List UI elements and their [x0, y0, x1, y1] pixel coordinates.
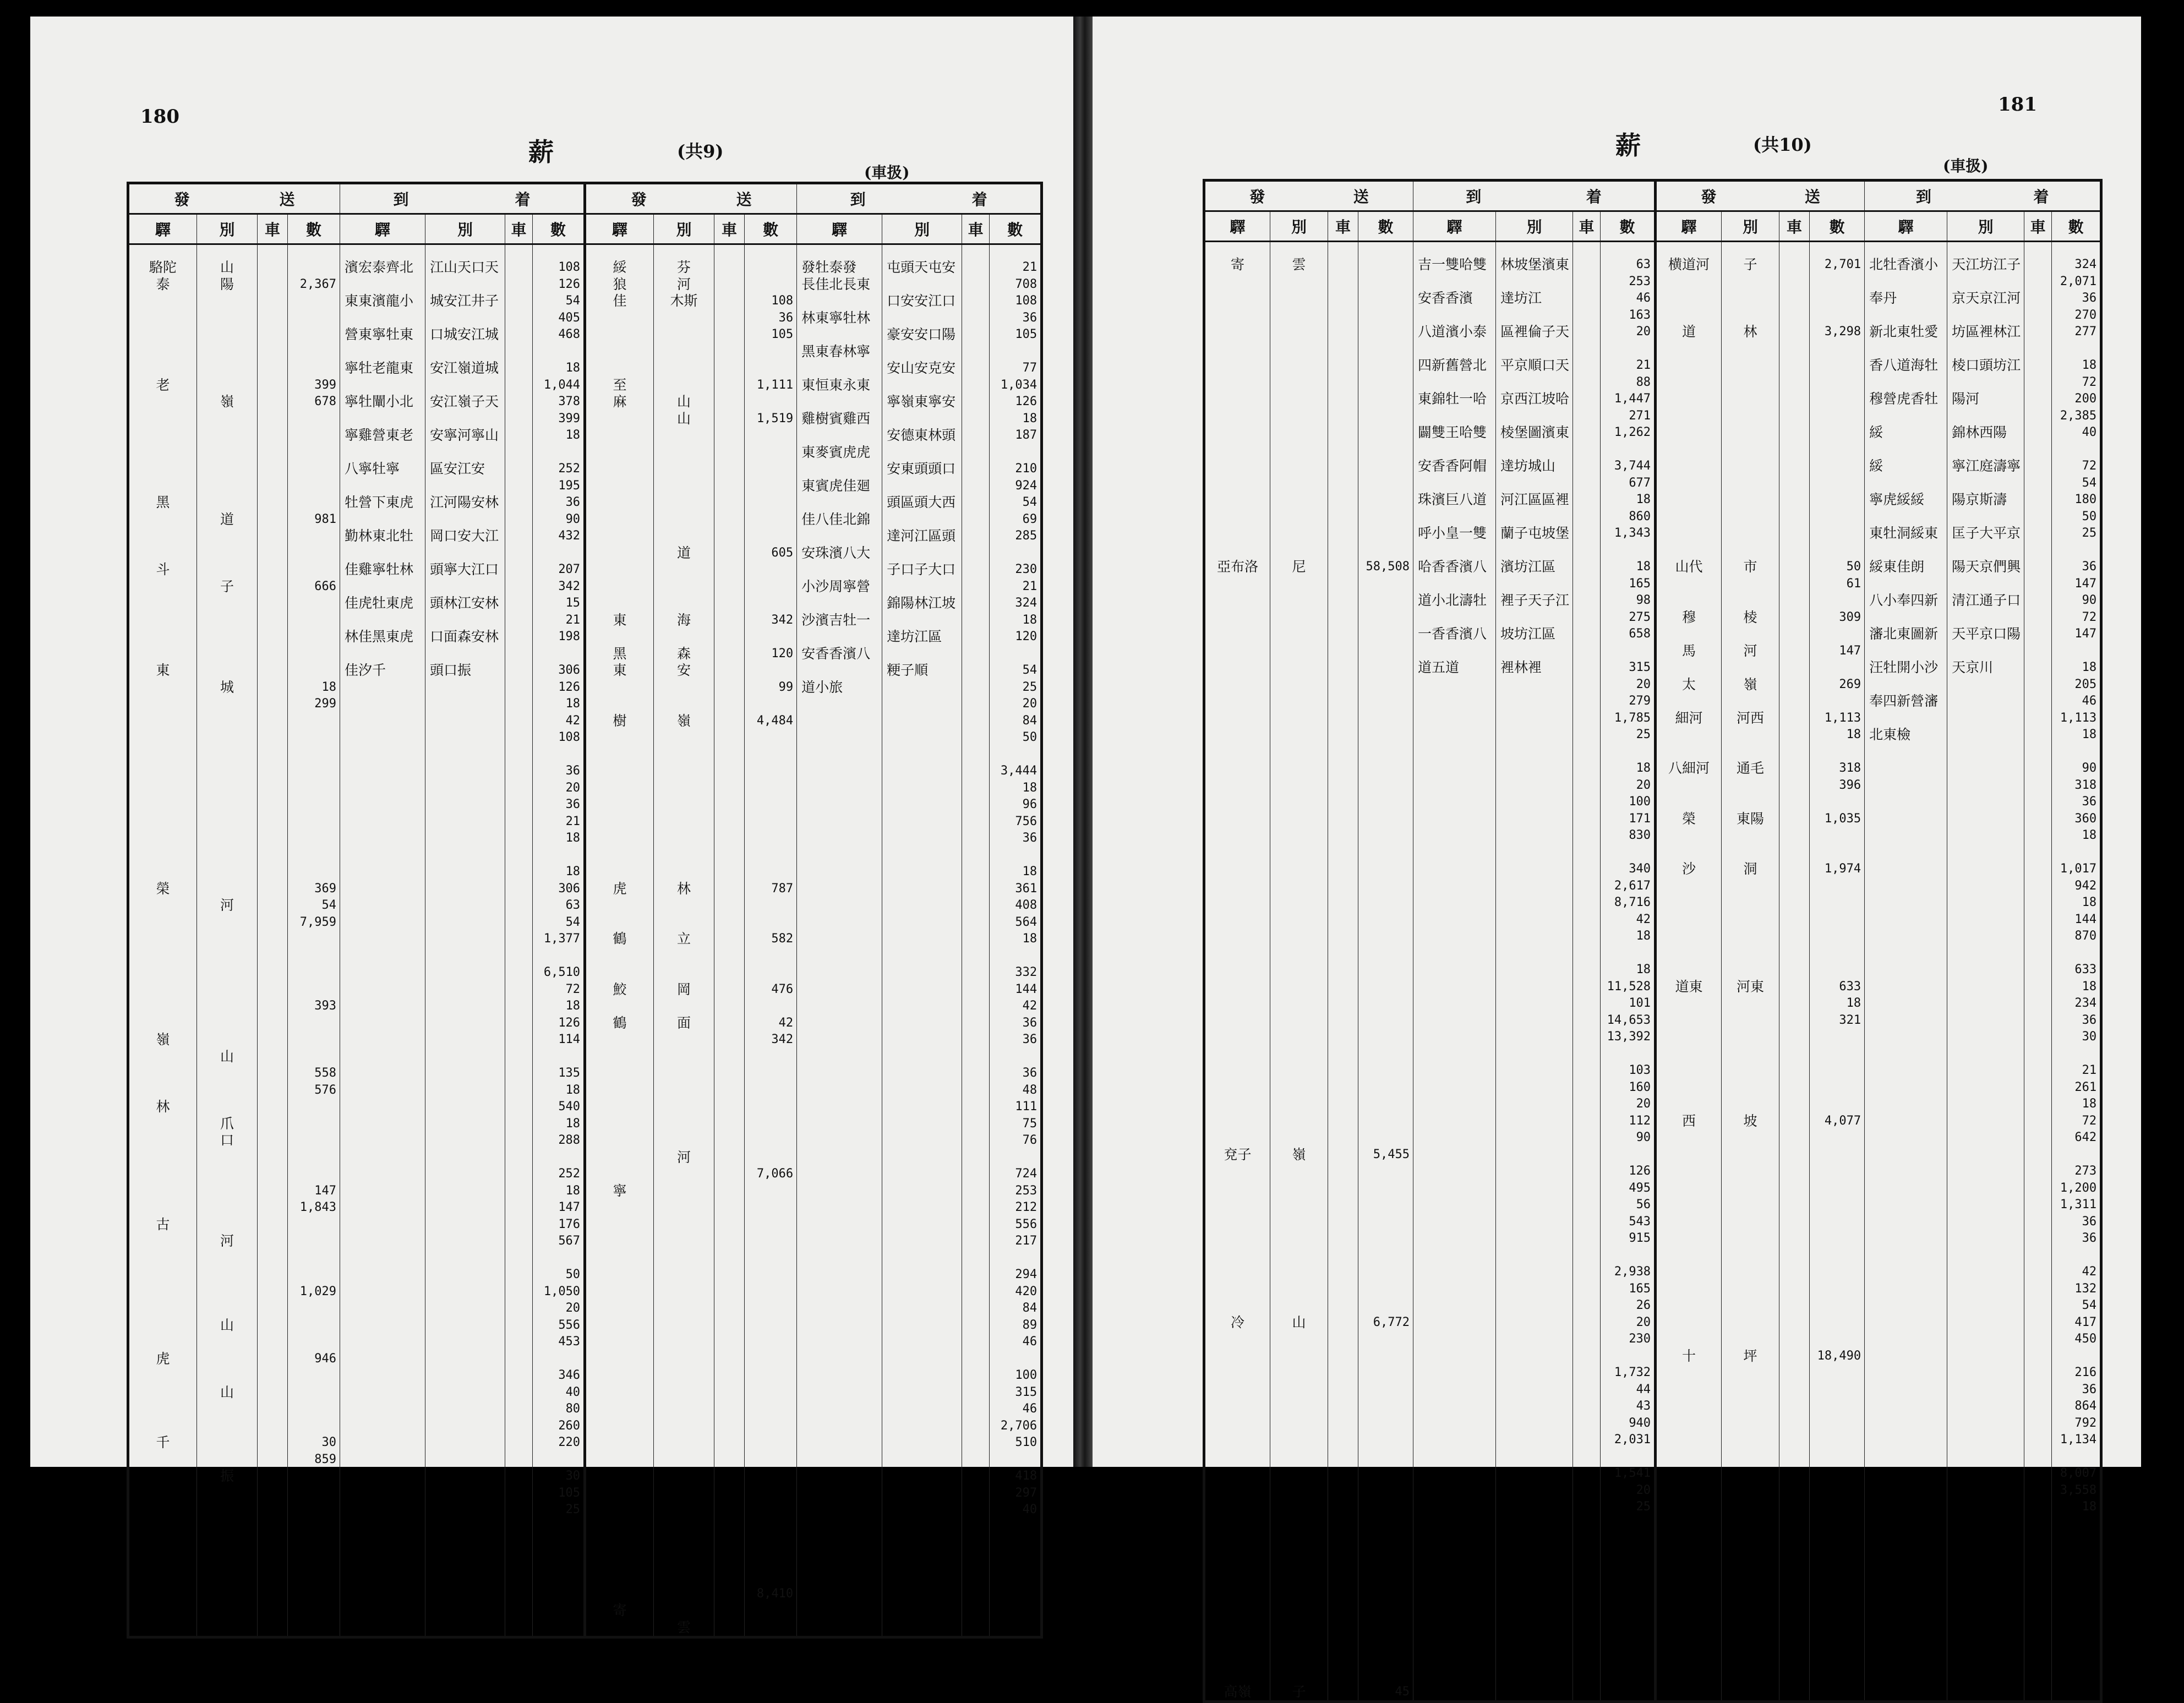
header-send-2: 送 [1353, 188, 1369, 206]
header-kind: 別 [425, 214, 505, 244]
header-kind: 別 [882, 214, 962, 244]
header-qty: 數 [288, 214, 340, 244]
header-station: 驛 [128, 214, 197, 244]
data-table [127, 182, 1043, 1639]
arrive-station-column: 北牡香濱小 奉丹 新北東牡愛 香八道海牡 穆營虎香牡 綏 綏 寧虎綏綏 東牡洞綏東 綏東佳朗 八小奉四新 瀋北東圖新 汪牡開小沙 奉四新營瀋 北東檢 [1869, 256, 1939, 743]
page-number: 180 [140, 106, 179, 128]
page-title: 薪 [528, 137, 557, 167]
header-count: 車 [258, 214, 288, 244]
send-qty-column: 2,367 399 678 981 666 18 299 369 54 7,959 393 558 576 147 1,843 1,029 946 30 859 [299, 277, 337, 1466]
header-arrive-1: 到 [393, 190, 409, 209]
unit-label: (車扱) [1943, 157, 1989, 175]
header-kind: 別 [1270, 211, 1328, 242]
header-kind: 別 [197, 214, 258, 244]
header-station: 驛 [1204, 211, 1270, 242]
arrive-kind-column: 天江坊江子 京天京江河 坊區裡林江 棱口頭坊江 陽河 錦林西陽 寧江庭濤寧 陽京斯濤 匡子大平京 陽天京們興 清江通子口 天平京口陽 天京川 [1952, 256, 2021, 675]
send-qty-column: 108 36 105 1,111 1,519 605 342 120 99 4,484 787 582 476 42 342 7,066 8,410 [756, 294, 794, 1601]
header-qty: 數 [1810, 211, 1865, 242]
arrive-count-column [1573, 242, 1600, 256]
send-count-column [1779, 242, 1809, 256]
header-station: 驛 [1656, 211, 1722, 242]
arrive-count-column [962, 245, 989, 259]
header-qty: 數 [1601, 211, 1656, 242]
header-qty: 數 [745, 214, 797, 244]
unit-label: (車扱) [864, 163, 910, 182]
book-gutter [1073, 17, 1093, 1467]
header-kind: 別 [1947, 211, 2024, 242]
header-send-2: 送 [736, 190, 752, 209]
page-title: 薪 [1615, 130, 1644, 160]
arrive-qty-column: 63 253 46 163 20 21 88 1,447 271 1,262 3,744 677 18 860 1,343 18 165 98 275 658 315 20 279 1,785 25 18 20 100 171 830 340 2,617 8,716 42 18 18 11,528 101 14,653 13,392 103 160 20 112 90 126 495 56 543 915 2,938 165 26 20 230 1,732 44 43 940 2,031 1,541 20 25 [1607, 258, 1651, 1514]
header-send-1: 發 [631, 190, 647, 209]
header-count: 車 [714, 214, 745, 244]
send-station-column: 寄 亞布洛 兗子 冷 高嶺 [1216, 256, 1258, 1700]
right-page [1093, 17, 2141, 1700]
send-kind-column: 山 陽 嶺 道 子 城 河 山 爪 口 河 山 山 振 [220, 259, 234, 1484]
header-send-1: 發 [1249, 188, 1265, 206]
send-count-column [258, 245, 287, 259]
page-subtitle: (共10) [1753, 134, 1812, 155]
header-send-2: 送 [1804, 188, 1820, 206]
send-qty-column: 2,701 3,298 50 61 309 147 269 1,113 18 318 396 1,035 1,974 633 18 321 4,077 18,490 [1817, 258, 1861, 1363]
header-arrive-2: 着 [515, 190, 531, 209]
header-count: 車 [1573, 211, 1601, 242]
header-kind: 別 [654, 214, 714, 244]
header-send-2: 送 [279, 190, 295, 209]
send-station-column: 駱陀 泰 老 黑 斗 東 榮 嶺 林 古 虎 千 [149, 259, 177, 1450]
header-arrive-1: 到 [850, 190, 866, 209]
header-arrive-2: 着 [2033, 188, 2049, 206]
header-station: 驛 [1865, 211, 1947, 242]
data-table [1203, 179, 2103, 1703]
page-number: 181 [1998, 94, 2037, 116]
header-count: 車 [962, 214, 990, 244]
header-kind: 別 [1496, 211, 1573, 242]
arrive-kind-column: 林坡堡濱東 達坊江 區裡倫子天 平京順口天 京西江坡哈 棱堡圖濱東 達坊城山 河江區區裡 蘭子屯坡堡 濱坊江區 裡子天子江 坡坊江區 裡林裡 [1500, 256, 1570, 675]
header-kind: 別 [1722, 211, 1779, 242]
arrive-count-column [2024, 242, 2051, 256]
header-arrive-1: 到 [1915, 188, 1931, 206]
send-station-column: 横道河 道 山代 穆 馬 太 細河 八細河 榮 沙 道東 西 十 [1668, 256, 1710, 1364]
header-send-1: 發 [1701, 188, 1717, 206]
arrive-station-column: 吉一雙哈雙 安香香濱 八道濱小泰 四新舊營北 東錦牡一哈 闢雙王哈雙 安香香阿帽 珠濱巨八道 呼小皇一雙 哈香香濱八 道小北濤牡 一香香濱八 道五道 [1418, 256, 1487, 675]
header-station: 驛 [1413, 211, 1496, 242]
header-count: 車 [505, 214, 533, 244]
send-kind-column: 芬 河 木斯 山 山 道 海 森 安 嶺 林 立 岡 面 河 雲 [670, 259, 698, 1635]
arrive-station-column: 濱宏泰齊北 東東濱龍小 營東寧牡東 寧牡老龍東 寧牡闡小北 寧雞營東老 八寧牡寧 牡營下東虎 勤林東北牡 佳雞寧牡林 佳虎牡東虎 林佳黑東虎 佳汐千 [345, 259, 414, 678]
arrive-station-column: 發牡泰發 長佳北長東 林東寧牡林 黑東春林寧 東恒東永東 雞樹賓雞西 東麥賓虎虎 東賓虎佳廻 佳八佳北錦 安珠濱八大 小沙周寧營 沙濱吉牡一 安香香濱八 道小旅 [801, 259, 871, 695]
send-station-column: 綏 狼 佳 至 麻 東 黑 東 樹 虎 鶴 鮫 鶴 寧 寄 [613, 259, 627, 1618]
header-station: 驛 [585, 214, 654, 244]
send-count-column [1328, 242, 1358, 256]
arrive-qty-column: 108 126 54 405 468 18 1,044 378 399 18 252 195 36 90 432 207 342 15 21 198 306 126 18 42 108 36 20 36 21 18 18 306 63 54 1,377 6,510 72 18 126 114 135 18 540 18 288 252 18 147 176 567 50 1,050 20 556 453 346 40 80 260 220 30 105 25 [543, 260, 581, 1516]
arrive-qty-column: 324 2,071 36 270 277 18 72 200 2,385 40 72 54 180 50 25 36 147 90 72 147 18 205 46 1,113 18 90 318 36 360 18 1,017 942 18 144 870 633 18 234 36 30 21 261 18 72 642 273 1,200 1,311 36 36 42 132 54 417 450 216 36 864 792 1,134 8,007 3,558 18 [2060, 258, 2097, 1514]
arrive-kind-column: 江山天口天 城安江井子 口城安江城 安江嶺道城 安江嶺子天 安寧河寧山 區安江安 江河陽安林 岡口安大江 頭寧大江口 頭林江安林 口面森安林 頭口振 [430, 259, 499, 678]
page-subtitle: (共9) [677, 141, 724, 162]
header-qty: 數 [1358, 211, 1413, 242]
header-count: 車 [1779, 211, 1810, 242]
header-send-1: 發 [174, 190, 190, 209]
header-count: 車 [2024, 211, 2052, 242]
arrive-qty-column: 21 708 108 36 105 77 1,034 126 18 187 210 924 54 69 285 230 21 324 18 120 54 25 20 84 50 3,444 18 96 756 36 18 361 408 564 18 332 144 42 36 36 36 48 111 75 76 724 253 212 556 217 294 420 84 89 46 100 315 46 2,706 510 418 297 40 [1000, 260, 1038, 1516]
header-qty: 數 [2052, 211, 2101, 242]
arrive-kind-column: 屯頭天屯安 口安安江口 豪安安口陽 安山安克安 寧嶺東寧安 安德東林頭 安東頭頭口 頭區頭大西 達河江區頭 子口子大口 錦陽林江坡 達坊江區 粳子順 [887, 259, 956, 678]
header-arrive-2: 着 [971, 190, 987, 209]
header-count: 車 [1328, 211, 1358, 242]
arrive-count-column [505, 245, 532, 259]
header-station: 驛 [797, 214, 882, 244]
left-page [30, 17, 1073, 1635]
send-count-column [714, 245, 744, 259]
header-qty: 數 [533, 214, 585, 244]
header-station: 驛 [340, 214, 425, 244]
send-kind-column: 雲 尼 嶺 山 子 [1292, 256, 1306, 1700]
send-qty-column: 58,508 5,455 6,772 45 [1366, 560, 1410, 1699]
header-arrive-2: 着 [1586, 188, 1602, 206]
header-arrive-1: 到 [1466, 188, 1482, 206]
send-kind-column: 子 林 市 棱 河 嶺 河西 通毛 東陽 洞 河東 坡 坪 [1737, 256, 1765, 1364]
header-qty: 數 [990, 214, 1042, 244]
